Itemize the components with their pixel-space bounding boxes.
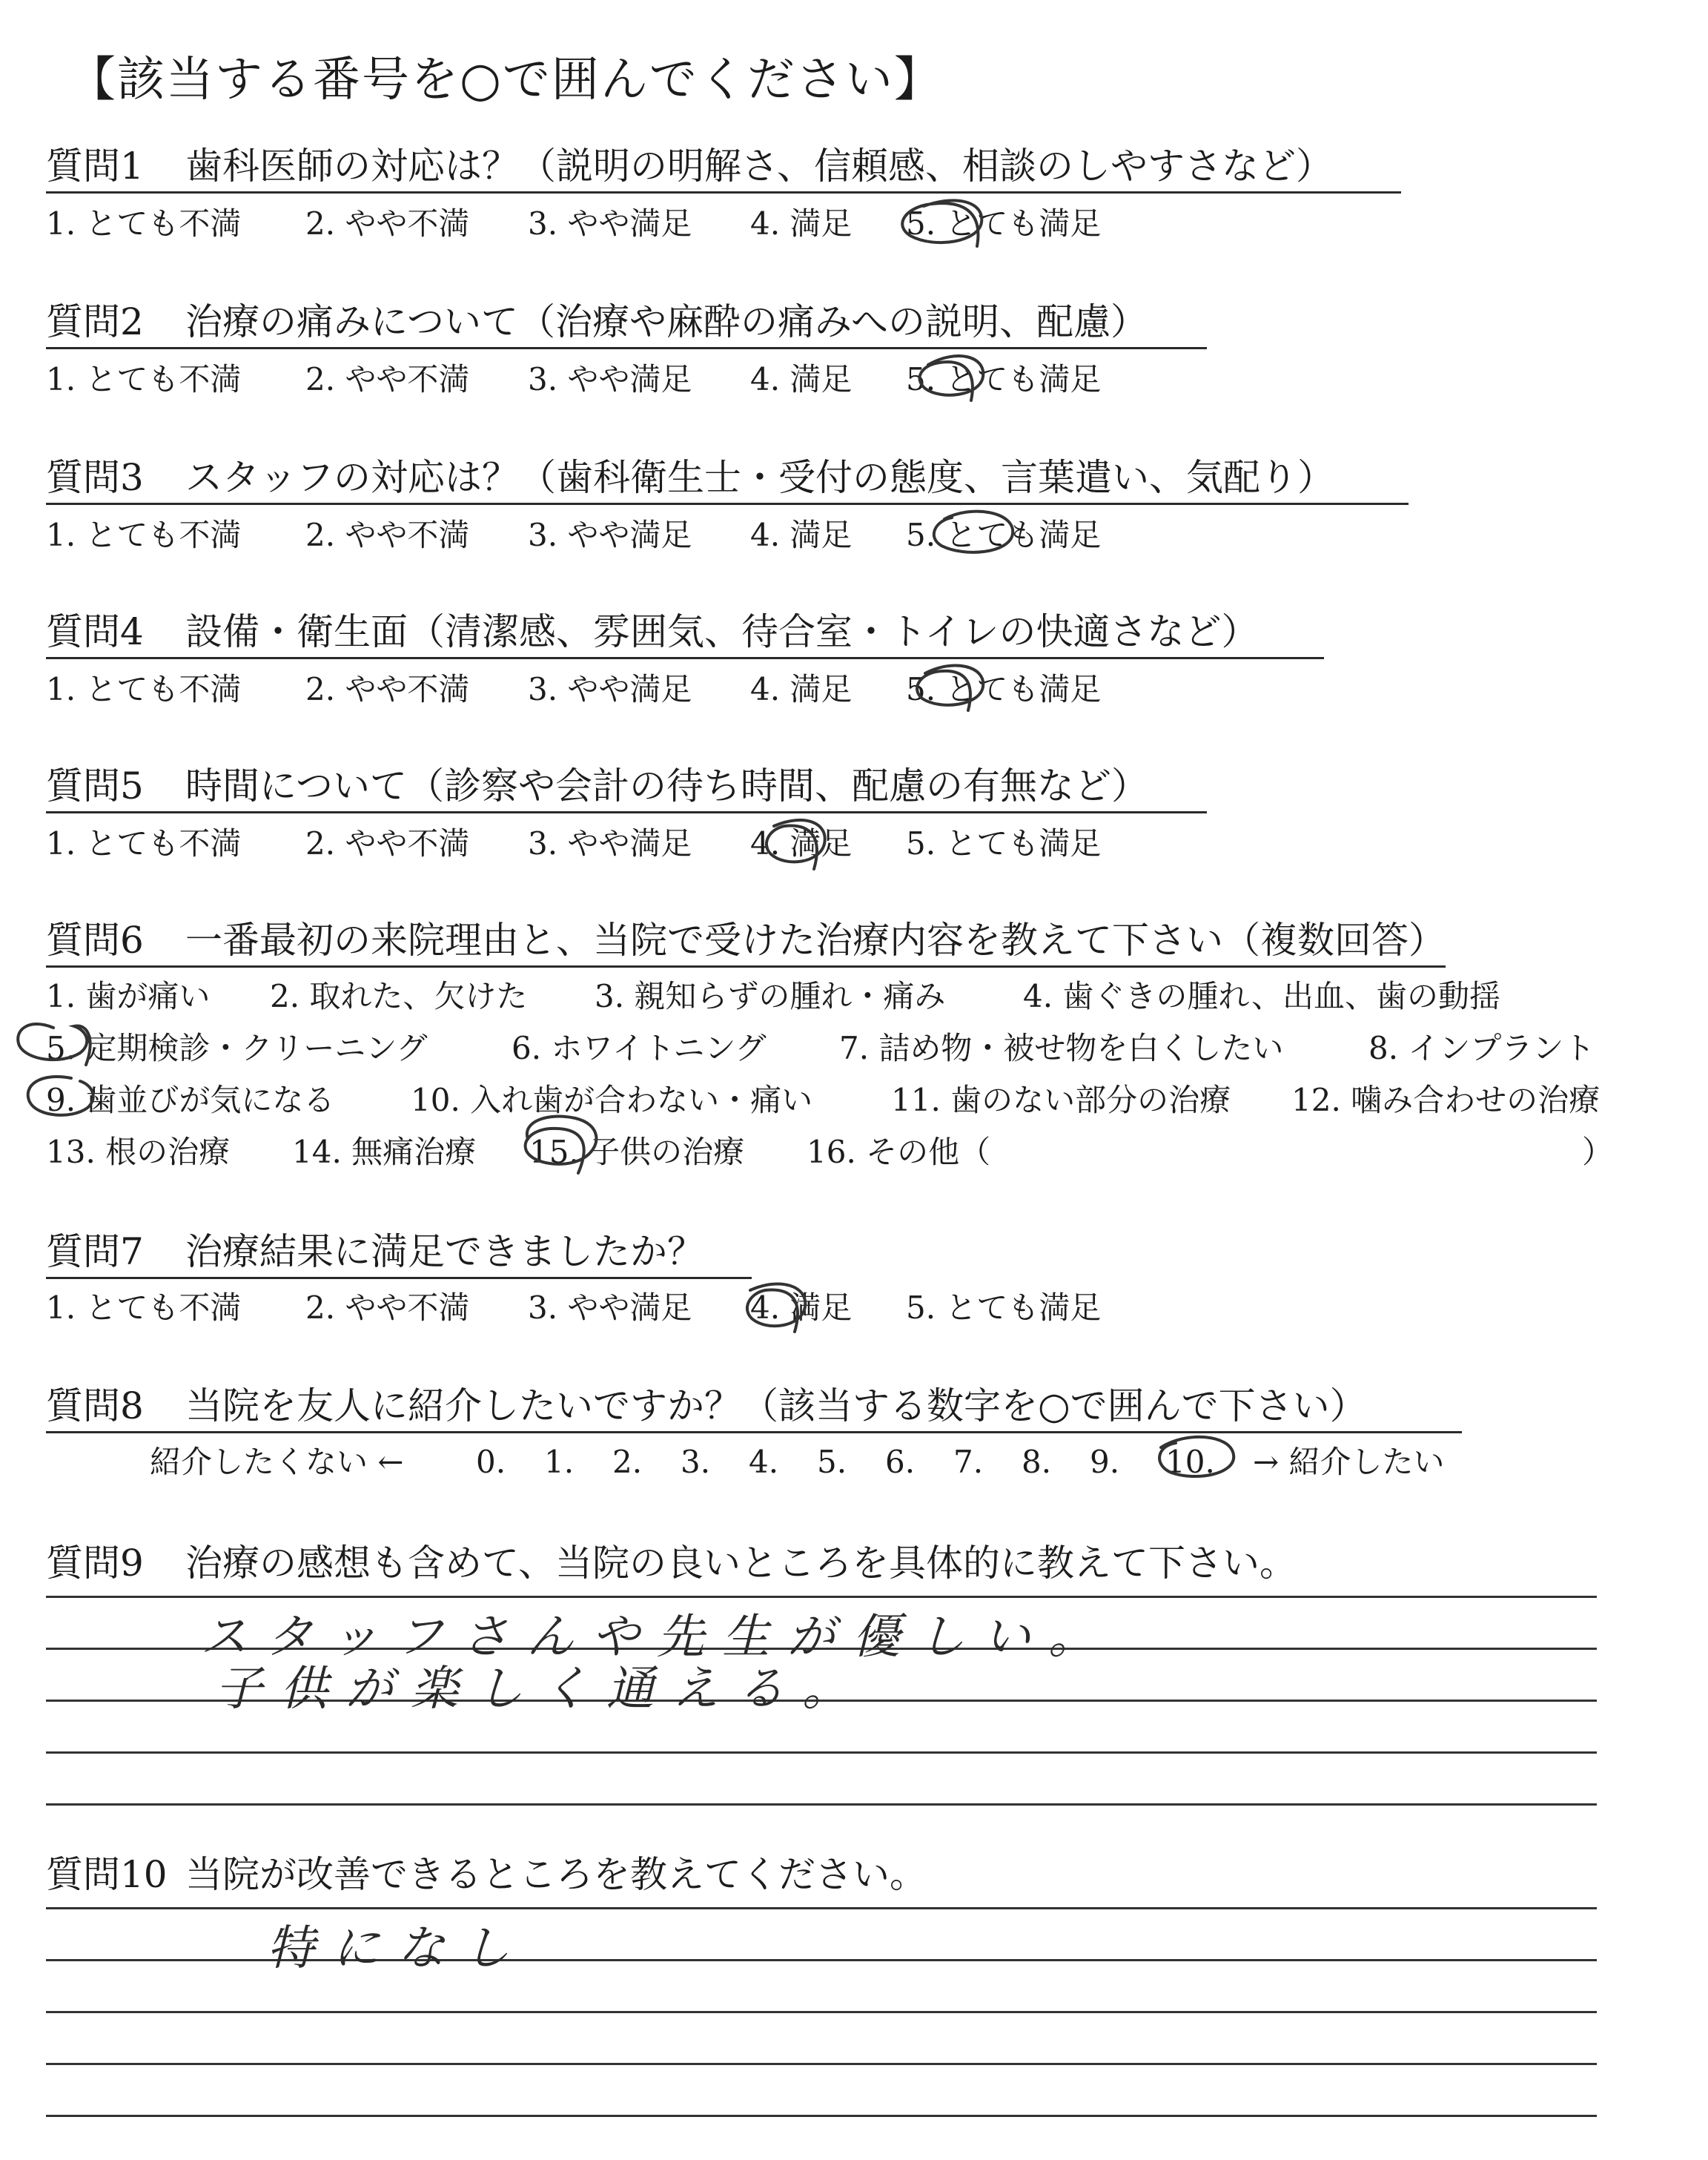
q3-option-3[interactable]: 3. やや満足 — [528, 517, 692, 553]
q6-option-4[interactable]: 4. 歯ぐきの腫れ、出血、歯の動揺 — [1023, 978, 1500, 1014]
q2-option-4[interactable]: 4. 満足 — [750, 361, 853, 397]
question-10 — [46, 1851, 927, 1898]
underline — [46, 347, 1207, 349]
underline — [46, 965, 1446, 968]
question-4 — [46, 608, 1259, 655]
q2-option-5[interactable]: 5. とても満足 — [906, 361, 1102, 397]
q1-option-5[interactable]: 5. とても満足 — [906, 205, 1102, 242]
q6-option-7[interactable]: 7. 詰め物・被せ物を白くしたい — [839, 1030, 1284, 1066]
q8-score-8[interactable]: 8. — [1022, 1444, 1052, 1480]
q3-option-4[interactable]: 4. 満足 — [750, 517, 853, 553]
writing-line — [46, 2115, 1597, 2117]
q7-option-2[interactable]: 2. やや不満 — [305, 1289, 470, 1326]
question-3 — [46, 454, 1334, 501]
q3-option-5[interactable]: 5. とても満足 — [906, 517, 1102, 553]
writing-line — [46, 1751, 1597, 1754]
question-text: 当院を友人に紹介したいですか？（該当する数字を○で囲んで下さい） — [185, 1384, 1367, 1427]
question-text: 当院が改善できるところを教えてください。 — [185, 1853, 927, 1896]
q5-option-1[interactable]: 1. とても不満 — [46, 825, 242, 862]
question-text: スタッフの対応は？（歯科衛生士・受付の態度、言葉遣い、気配り） — [185, 456, 1334, 499]
question-2 — [46, 298, 1148, 346]
question-text: 設備・衛生面（清潔感、雰囲気、待合室・トイレの快適さなど） — [185, 610, 1259, 653]
underline — [46, 503, 1409, 505]
question-9 — [46, 1539, 1297, 1587]
q8-score-1[interactable]: 1. — [544, 1444, 575, 1480]
q8-score-3[interactable]: 3. — [681, 1444, 711, 1480]
q1-option-2[interactable]: 2. やや不満 — [305, 205, 470, 242]
q8-score-0[interactable]: 0. — [476, 1444, 506, 1480]
q8-score-4[interactable]: 4. — [749, 1444, 779, 1480]
q8-score-9[interactable]: 9. — [1090, 1444, 1120, 1480]
question-number: 質問7 — [46, 1230, 144, 1273]
q2-option-2[interactable]: 2. やや不満 — [305, 361, 470, 397]
writing-line — [46, 2011, 1597, 2013]
question-7 — [46, 1228, 704, 1275]
underline — [46, 1277, 752, 1279]
question-1 — [46, 142, 1333, 190]
q6-other-close-paren: ） — [1582, 1134, 1614, 1170]
q6-option-1[interactable]: 1. 歯が痛い — [46, 978, 211, 1014]
underline — [46, 811, 1207, 813]
writing-line — [46, 1907, 1597, 1909]
q6-option-2[interactable]: 2. 取れた、欠けた — [270, 978, 528, 1014]
q6-option-13[interactable]: 13. 根の治療 — [46, 1134, 231, 1170]
q7-option-5[interactable]: 5. とても満足 — [906, 1289, 1102, 1326]
question-5 — [46, 762, 1148, 810]
question-number: 質問6 — [46, 919, 144, 962]
question-number: 質問4 — [46, 610, 144, 653]
writing-line — [46, 2063, 1597, 2065]
q5-option-4[interactable]: 4. 満足 — [750, 825, 853, 862]
q6-option-12[interactable]: 12. 噛み合わせの治療 — [1291, 1082, 1601, 1118]
writing-line — [46, 1803, 1597, 1806]
q1-option-3[interactable]: 3. やや満足 — [528, 205, 692, 242]
q3-option-2[interactable]: 2. やや不満 — [305, 517, 470, 553]
q4-option-4[interactable]: 4. 満足 — [750, 671, 853, 707]
question-number: 質問8 — [46, 1384, 144, 1427]
q8-right-label: → 紹介したい — [1253, 1444, 1445, 1480]
q7-option-3[interactable]: 3. やや満足 — [528, 1289, 692, 1326]
q6-option-6[interactable]: 6. ホワイトニング — [512, 1030, 767, 1066]
underline — [46, 191, 1401, 194]
q2-option-1[interactable]: 1. とても不満 — [46, 361, 242, 397]
question-number: 質問3 — [46, 456, 144, 499]
q4-option-2[interactable]: 2. やや不満 — [305, 671, 470, 707]
q5-option-5[interactable]: 5. とても満足 — [906, 825, 1102, 862]
underline — [46, 1431, 1462, 1433]
q10-handwritten-answer[interactable]: 特になし — [267, 1921, 528, 1976]
q8-score-5[interactable]: 5. — [817, 1444, 847, 1480]
q8-score-10[interactable]: 10. — [1165, 1444, 1215, 1480]
page-title: 【該当する番号を○で囲んでください】 — [68, 53, 943, 108]
question-number: 質問9 — [46, 1542, 144, 1585]
question-text: 治療結果に満足できましたか？ — [185, 1230, 704, 1273]
q8-score-7[interactable]: 7. — [953, 1444, 984, 1480]
q6-option-8[interactable]: 8. インプラント — [1368, 1030, 1595, 1066]
q3-option-1[interactable]: 1. とても不満 — [46, 517, 242, 553]
q7-option-1[interactable]: 1. とても不満 — [46, 1289, 242, 1326]
q6-option-3[interactable]: 3. 親知らずの腫れ・痛み — [595, 978, 946, 1014]
q6-option-15[interactable]: 15. 子供の治療 — [529, 1134, 745, 1170]
question-6 — [46, 916, 1446, 964]
underline — [46, 657, 1324, 659]
q6-option-11[interactable]: 11. 歯のない部分の治療 — [891, 1082, 1231, 1118]
question-text: 歯科医師の対応は？（説明の明解さ、信頼感、相談のしやすさなど） — [185, 145, 1333, 188]
question-number: 質問2 — [46, 300, 144, 343]
question-number: 質問5 — [46, 764, 144, 807]
q9-handwritten-answer-line-1[interactable]: スタッフさんや先生が優しい。 — [200, 1610, 1113, 1665]
writing-line — [46, 1596, 1597, 1598]
q4-option-5[interactable]: 5. とても満足 — [906, 671, 1102, 707]
q8-left-label: 紹介したくない ← — [150, 1444, 404, 1480]
question-text: 時間について（診察や会計の待ち時間、配慮の有無など） — [185, 764, 1148, 807]
question-8 — [46, 1382, 1367, 1430]
q6-option-5[interactable]: 5. 定期検診・クリーニング — [46, 1030, 428, 1066]
q1-option-4[interactable]: 4. 満足 — [750, 205, 853, 242]
q7-option-4[interactable]: 4. 満足 — [750, 1289, 853, 1326]
question-number: 質問1 — [46, 145, 144, 188]
q6-option-9[interactable]: 9. 歯並びが気になる — [46, 1082, 335, 1118]
question-text: 治療の感想も含めて、当院の良いところを具体的に教えて下さい。 — [185, 1542, 1297, 1585]
q6-option-14[interactable]: 14. 無痛治療 — [292, 1134, 477, 1170]
question-number: 質問10 — [46, 1853, 168, 1896]
q5-option-3[interactable]: 3. やや満足 — [528, 825, 692, 862]
question-text: 治療の痛みについて（治療や麻酔の痛みへの説明、配慮） — [185, 300, 1148, 343]
q5-option-2[interactable]: 2. やや不満 — [305, 825, 470, 862]
q9-handwritten-answer-line-2[interactable]: 子供が楽しく通える。 — [215, 1662, 867, 1717]
q4-option-3[interactable]: 3. やや満足 — [528, 671, 692, 707]
q6-option-16[interactable]: 16. その他（ — [807, 1134, 991, 1170]
q8-score-6[interactable]: 6. — [885, 1444, 916, 1480]
q6-option-10[interactable]: 10. 入れ歯が合わない・痛い — [411, 1082, 813, 1118]
q1-option-1[interactable]: 1. とても不満 — [46, 205, 242, 242]
question-text: 一番最初の来院理由と、当院で受けた治療内容を教えて下さい（複数回答） — [185, 919, 1446, 962]
q2-option-3[interactable]: 3. やや満足 — [528, 361, 692, 397]
q4-option-1[interactable]: 1. とても不満 — [46, 671, 242, 707]
q8-score-2[interactable]: 2. — [612, 1444, 643, 1480]
